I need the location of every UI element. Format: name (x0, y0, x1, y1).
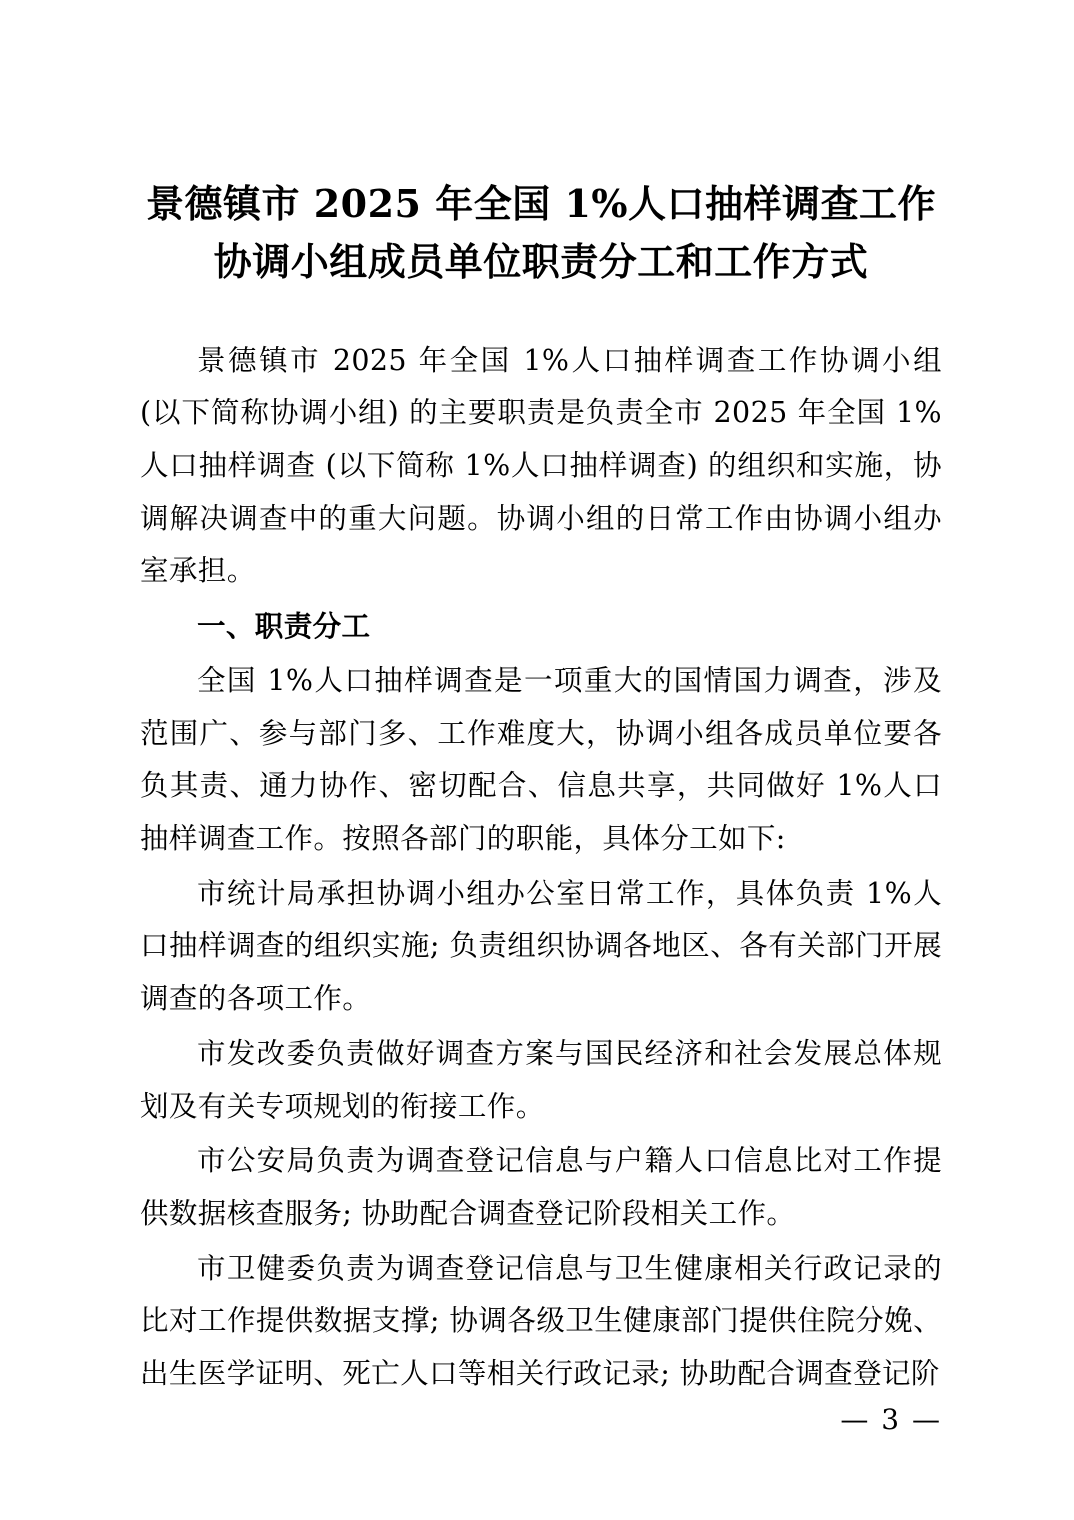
page-number-footer: — 3 — (840, 1403, 942, 1436)
paragraph-development-reform: 市发改委负责做好调查方案与国民经济和社会发展总体规划及有关专项规划的衔接工作。 (140, 1036, 942, 1123)
paragraph-intro: 景德镇市 2025 年全国 1%人口抽样调查工作协调小组 (以下简称协调小组) 的主要职责是负责全市 2025 年全国 1%人口抽样调查 (以下简称 1%人口抽样调查) 的组织和实施，协调解决调查中的重大问题。协调小组的日常工作由协调小组办室承担。 (140, 343, 942, 588)
page-title: 景德镇市 2025 年全国 1%人口抽样调查工作协调小组成员单位职责分工和工作方式 (146, 181, 936, 284)
paragraph-public-security: 市公安局负责为调查登记信息与户籍人口信息比对工作提供数据核查服务; 协助配合调查登记阶段相关工作。 (140, 1144, 942, 1230)
section-heading-one: 一、职责分工 (197, 609, 371, 644)
paragraph-health-commission: 市卫健委负责为调查登记信息与卫生健康相关行政记录的比对工作提供数据支撑; 协调各级卫生健康部门提供住院分娩、出生医学证明、死亡人口等相关行政记录; 协助配合调查登记阶 (140, 1251, 942, 1391)
paragraph-overview: 全国 1%人口抽样调查是一项重大的国情国力调查，涉及范围广、参与部门多、工作难度大，协调小组各成员单位要各负其责、通力协作、密切配合、信息共享，共同做好 1%人口抽样调查工作。按照各部门的职能，具体分工如下: (140, 663, 942, 855)
paragraph-stats-bureau: 市统计局承担协调小组办公室日常工作，具体负责 1%人口抽样调查的组织实施; 负责组织协调各地区、各有关部门开展调查的各项工作。 (140, 876, 942, 1016)
